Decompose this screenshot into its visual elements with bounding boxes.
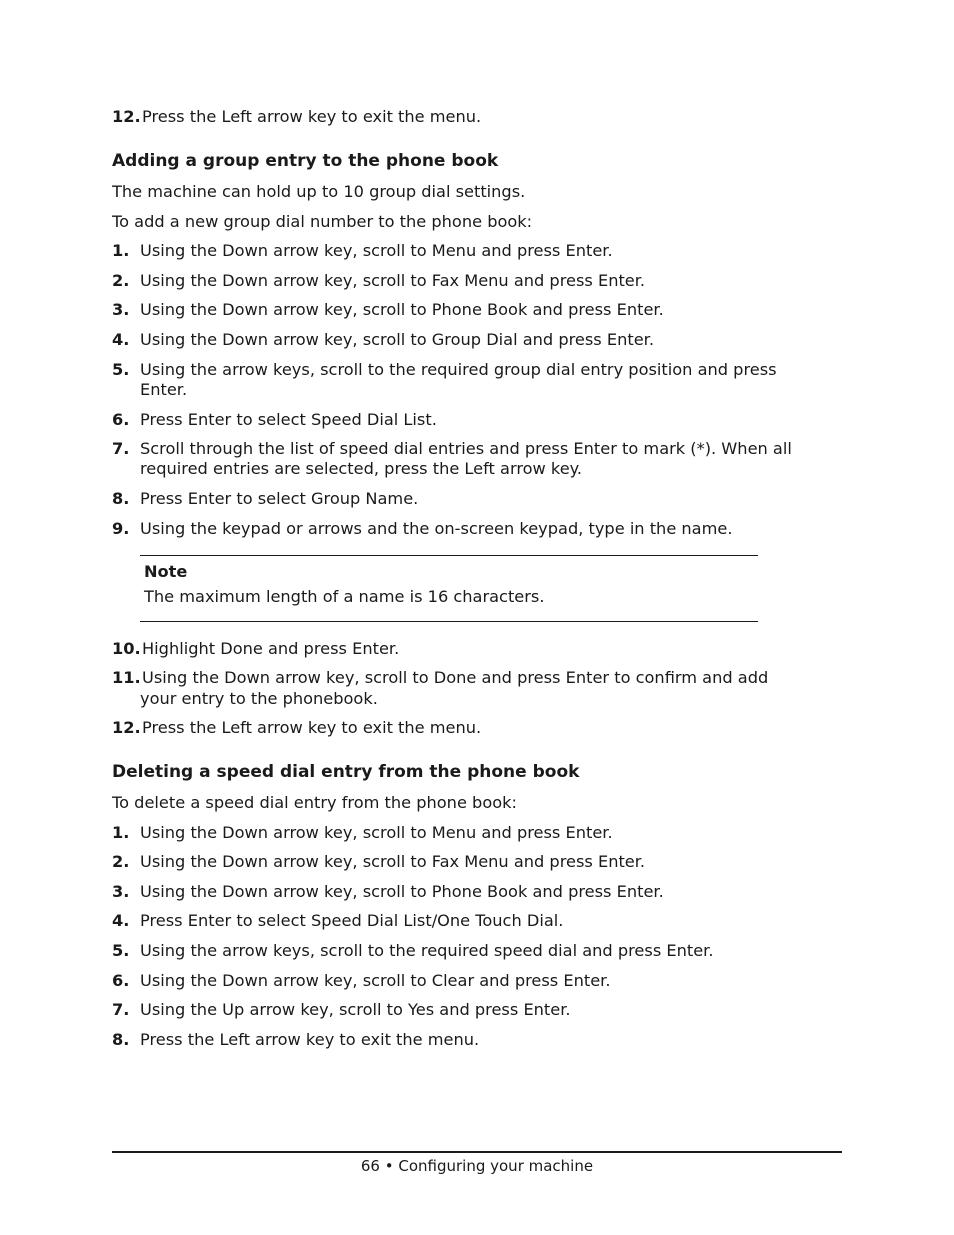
step-text: Using the Down arrow key, scroll to Menu and press Enter. — [140, 823, 613, 842]
step-number: 3. — [112, 300, 130, 319]
step-text: Using the arrow keys, scroll to the required group dial entry position and press — [140, 360, 777, 379]
paragraph: The machine can hold up to 10 group dial settings. — [112, 182, 526, 201]
step-number: 2. — [112, 852, 130, 871]
step-number: 1. — [112, 241, 130, 260]
step-text: Scroll through the list of speed dial entries and press Enter to mark (*). When all — [140, 439, 792, 458]
step-text: Using the Down arrow key, scroll to Group Dial and press Enter. — [140, 330, 654, 349]
step-text: Using the Up arrow key, scroll to Yes and press Enter. — [140, 1000, 571, 1019]
step-number: 4. — [112, 911, 130, 930]
page-footer: 66 • Configuring your machine — [360, 1157, 594, 1175]
step-text: Using the Down arrow key, scroll to Phone Book and press Enter. — [140, 300, 664, 319]
paragraph: To delete a speed dial entry from the phone book: — [112, 793, 517, 812]
step-number: 11. — [112, 668, 141, 687]
step-text: Using the keypad or arrows and the on-screen keypad, type in the name. — [140, 519, 733, 538]
step-text: Using the Down arrow key, scroll to Fax Menu and press Enter. — [140, 271, 646, 290]
step-text: required entries are selected, press the Left arrow key. — [140, 459, 583, 478]
step-text: your entry to the phonebook. — [140, 689, 378, 708]
step-number: 10. — [112, 639, 141, 658]
step-number: 9. — [112, 519, 130, 538]
section-heading: Deleting a speed dial entry from the phone book — [112, 762, 580, 782]
step-number: 4. — [112, 330, 130, 349]
step-number: 8. — [112, 1030, 130, 1049]
step-text: Press Enter to select Group Name. — [140, 489, 419, 508]
footer-rule — [112, 1151, 842, 1153]
note-text: The maximum length of a name is 16 characters. — [144, 587, 545, 606]
note-top-rule — [140, 555, 758, 556]
step-number: 12. — [112, 107, 141, 126]
step-number: 7. — [112, 439, 130, 458]
step-text: Highlight Done and press Enter. — [142, 639, 400, 658]
step-text: Using the Down arrow key, scroll to Menu and press Enter. — [140, 241, 613, 260]
step-text: Press the Left arrow key to exit the menu. — [142, 107, 482, 126]
note-bottom-rule — [140, 621, 758, 622]
step-number: 5. — [112, 941, 130, 960]
section-heading: Adding a group entry to the phone book — [112, 151, 499, 171]
step-number: 1. — [112, 823, 130, 842]
step-text: Using the arrow keys, scroll to the required speed dial and press Enter. — [140, 941, 714, 960]
step-number: 12. — [112, 718, 141, 737]
step-text: Using the Down arrow key, scroll to Done and press Enter to confirm and add — [142, 668, 769, 687]
step-text: Using the Down arrow key, scroll to Clear and press Enter. — [140, 971, 611, 990]
step-text: Using the Down arrow key, scroll to Fax Menu and press Enter. — [140, 852, 646, 871]
step-number: 6. — [112, 410, 130, 429]
note-title: Note — [144, 562, 188, 581]
step-number: 8. — [112, 489, 130, 508]
step-number: 5. — [112, 360, 130, 379]
step-text: Press Enter to select Speed Dial List. — [140, 410, 437, 429]
step-number: 2. — [112, 271, 130, 290]
step-number: 7. — [112, 1000, 130, 1019]
paragraph: To add a new group dial number to the phone book: — [112, 212, 533, 231]
step-text: Enter. — [140, 380, 188, 399]
step-number: 6. — [112, 971, 130, 990]
step-text: Press Enter to select Speed Dial List/One Touch Dial. — [140, 911, 564, 930]
step-text: Press the Left arrow key to exit the menu. — [142, 718, 482, 737]
step-text: Press the Left arrow key to exit the menu. — [140, 1030, 480, 1049]
step-number: 3. — [112, 882, 130, 901]
step-text: Using the Down arrow key, scroll to Phone Book and press Enter. — [140, 882, 664, 901]
